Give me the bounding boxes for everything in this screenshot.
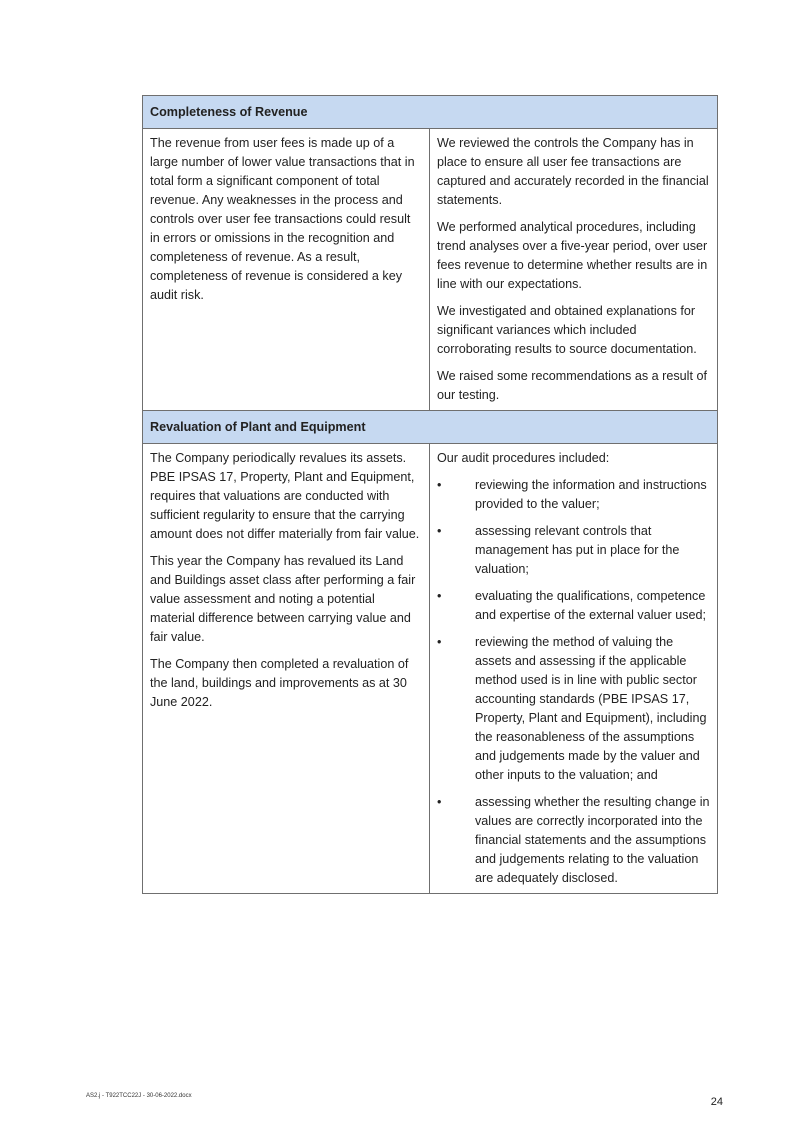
response-paragraph: We investigated and obtained explanations for significant variances which included corroborating results to source documentation. <box>437 304 697 356</box>
risk-paragraph: The Company then completed a revaluation of the land, buildings and improvements as at 30 June 2022. <box>150 657 409 709</box>
list-item <box>437 476 710 514</box>
list-item-text: reviewing the method of valuing the assets and assessing if the applicable method used is in line with public sector accounting standards (PBE IPSAS 17, Property, Plant and Equipment), including the reasonableness of the assumptions and judgements made by the valuer and other inputs to the valuation; and <box>475 635 707 782</box>
risk-paragraph: The revenue from user fees is made up of a large number of lower value transactions that in total form a significant component of total revenue. Any weaknesses in the process and controls over user fee transactions could result in errors or omissions in the recognition and completeness of revenue. As a result, completeness of revenue is considered a key audit risk. <box>150 136 415 302</box>
risk-description-cell <box>143 444 430 894</box>
list-item-text: reviewing the information and instructions provided to the valuer; <box>475 478 707 511</box>
document-reference: AS2.j - T922TCC22J - 30-06-2022.docx <box>86 1093 192 1099</box>
audit-risk-table <box>142 95 718 894</box>
response-intro: Our audit procedures included: <box>437 451 610 465</box>
risk-paragraph: The Company periodically revalues its assets. PBE IPSAS 17, Property, Plant and Equipment, requires that valuations are conducted with sufficient regularity to ensure that the carrying amount does not differ materially from fair value. <box>150 451 420 541</box>
risk-description-cell <box>143 129 430 411</box>
bullet-icon: • <box>437 635 442 649</box>
section-title-completeness-of-revenue: Completeness of Revenue <box>143 96 718 129</box>
risk-paragraph: This year the Company has revalued its Land and Buildings asset class after performing a fair value assessment and noting a potential material difference between carrying value and fair value. <box>150 554 416 644</box>
list-item <box>437 587 710 625</box>
bullet-icon: • <box>437 589 442 603</box>
section-body-row <box>143 444 718 894</box>
bullet-icon: • <box>437 524 442 538</box>
response-paragraph: We raised some recommendations as a result of our testing. <box>437 369 707 402</box>
section-header-row <box>143 96 718 129</box>
list-item <box>437 793 710 888</box>
list-item-text: evaluating the qualifications, competence and expertise of the external valuer used; <box>475 589 707 622</box>
audit-response-cell <box>430 129 718 411</box>
response-paragraph: We reviewed the controls the Company has in place to ensure all user fee transactions are captured and accurately recorded in the financial statements. <box>437 136 709 207</box>
section-body-row <box>143 129 718 411</box>
list-item <box>437 522 710 579</box>
section-title-revaluation-of-plant-and-equipment: Revaluation of Plant and Equipment <box>143 411 718 444</box>
list-item-text: assessing whether the resulting change in values are correctly incorporated into the financial statements and the assumptions and judgements relating to the valuation are adequately disclosed. <box>475 795 710 885</box>
audit-response-cell <box>430 444 718 894</box>
list-item <box>437 633 710 785</box>
page-number: 24 <box>710 1096 723 1108</box>
list-item-text: assessing relevant controls that management has put in place for the valuation; <box>475 524 680 576</box>
bullet-icon: • <box>437 795 442 809</box>
response-paragraph: We performed analytical procedures, including trend analyses over a five-year period, over user fees revenue to determine whether results are in line with our expectations. <box>437 220 708 291</box>
bullet-icon: • <box>437 478 442 492</box>
audit-procedures-list <box>437 476 710 888</box>
section-header-row <box>143 411 718 444</box>
